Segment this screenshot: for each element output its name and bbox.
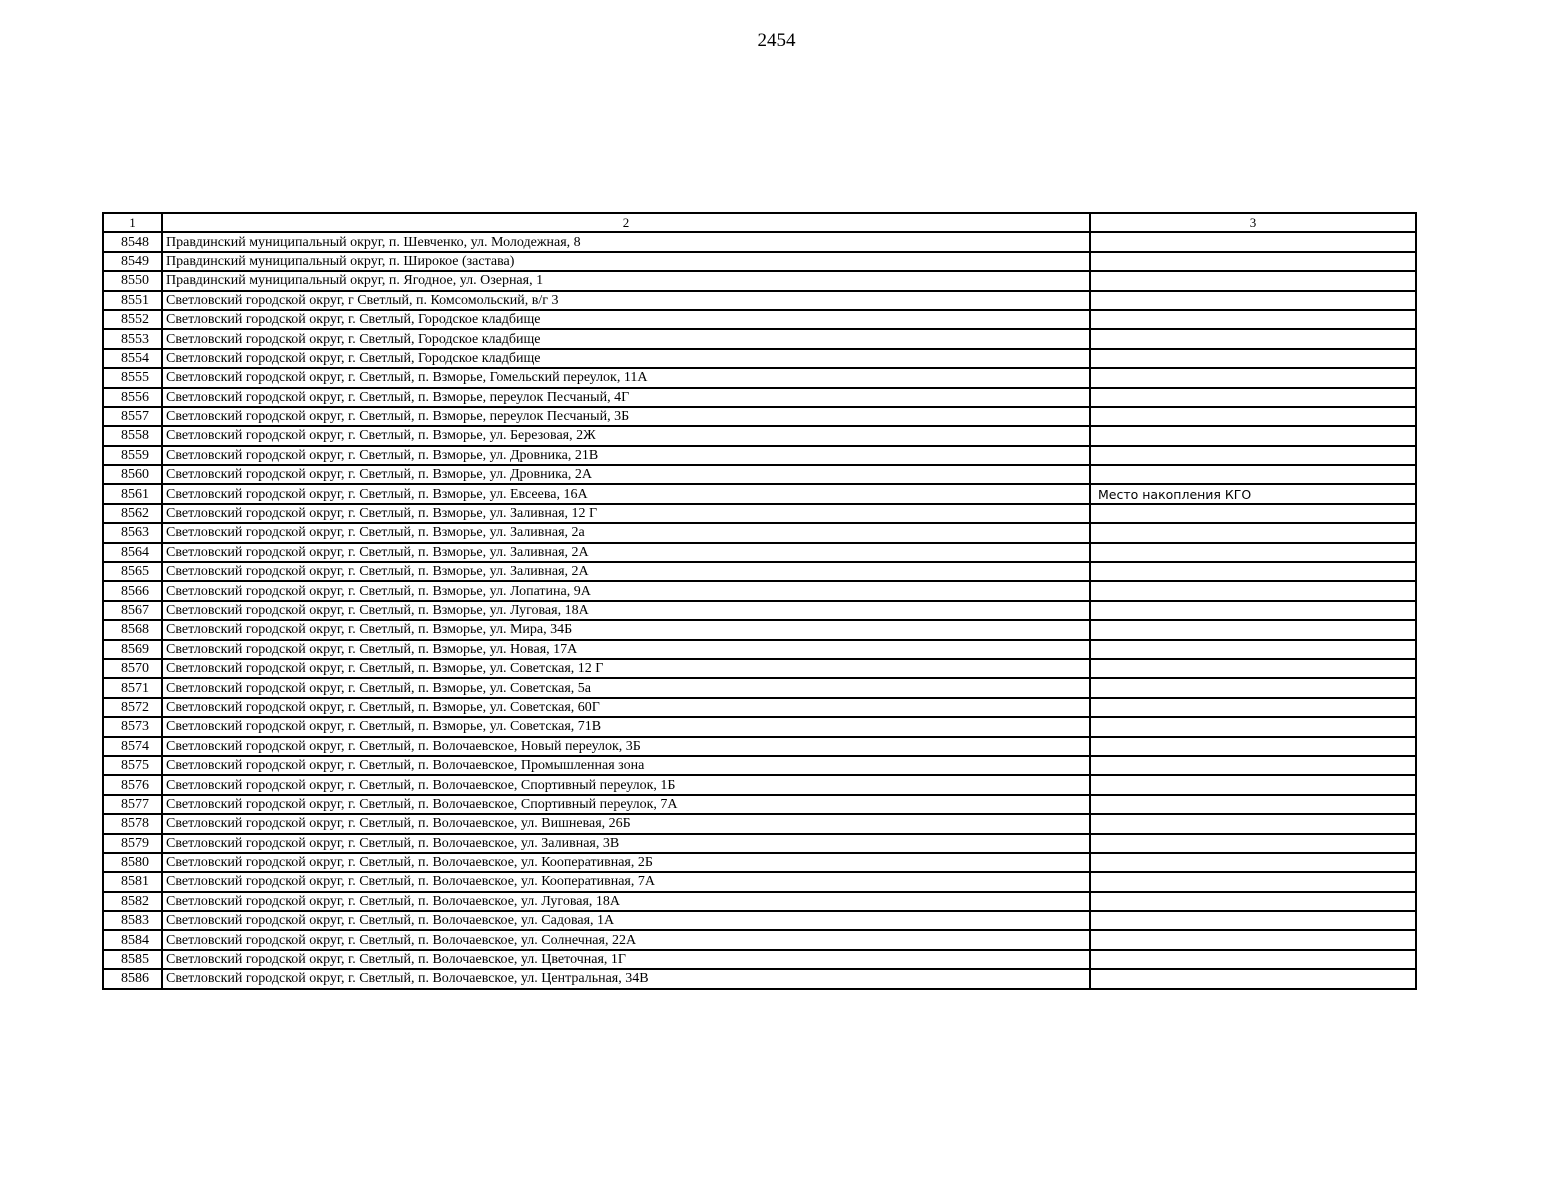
table-row <box>103 853 1416 872</box>
row-address: Светловский городской округ, г. Светлый, п. Взморье, ул. Советская, 60Г <box>162 698 1090 717</box>
table-row <box>103 659 1416 678</box>
row-number: 8575 <box>103 756 162 775</box>
row-address: Светловский городской округ, г. Светлый, п. Волочаевское, Спортивный переулок, 7А <box>162 795 1090 814</box>
table-row <box>103 581 1416 600</box>
table-row <box>103 349 1416 368</box>
row-note <box>1090 232 1416 251</box>
row-note: Место накопления КГО <box>1090 484 1416 503</box>
table-row <box>103 407 1416 426</box>
table-row <box>103 834 1416 853</box>
table-row <box>103 465 1416 484</box>
row-number: 8583 <box>103 911 162 930</box>
row-address: Светловский городской округ, г. Светлый, п. Взморье, Гомельский переулок, 11А <box>162 368 1090 387</box>
row-note <box>1090 368 1416 387</box>
row-address: Светловский городской округ, г. Светлый, п. Взморье, ул. Луговая, 18А <box>162 601 1090 620</box>
row-address: Светловский городской округ, г. Светлый, п. Взморье, ул. Заливная, 2а <box>162 523 1090 542</box>
table-row <box>103 930 1416 949</box>
row-number: 8573 <box>103 717 162 736</box>
row-note <box>1090 678 1416 697</box>
row-address: Светловский городской округ, г. Светлый, п. Волочаевское, Новый переулок, 3Б <box>162 737 1090 756</box>
table-row <box>103 872 1416 891</box>
row-note <box>1090 834 1416 853</box>
row-note <box>1090 601 1416 620</box>
row-address: Светловский городской округ, г. Светлый, п. Волочаевское, ул. Центральная, 34В <box>162 969 1090 988</box>
row-number: 8571 <box>103 678 162 697</box>
column-header-note: 3 <box>1090 213 1416 232</box>
row-note <box>1090 504 1416 523</box>
table-row <box>103 329 1416 348</box>
row-address: Светловский городской округ, г. Светлый, п. Взморье, переулок Песчаный, 3Б <box>162 407 1090 426</box>
row-note <box>1090 872 1416 891</box>
row-address: Светловский городской округ, г. Светлый, Городское кладбище <box>162 349 1090 368</box>
table-row <box>103 426 1416 445</box>
table-body <box>103 232 1416 988</box>
row-note <box>1090 659 1416 678</box>
row-note <box>1090 426 1416 445</box>
table-row <box>103 232 1416 251</box>
table-row <box>103 950 1416 969</box>
row-address: Светловский городской округ, г. Светлый, п. Взморье, ул. Мира, 34Б <box>162 620 1090 639</box>
table-row <box>103 368 1416 387</box>
row-number: 8570 <box>103 659 162 678</box>
row-number: 8566 <box>103 581 162 600</box>
row-note <box>1090 640 1416 659</box>
table-row <box>103 310 1416 329</box>
row-note <box>1090 349 1416 368</box>
row-note <box>1090 756 1416 775</box>
row-number: 8585 <box>103 950 162 969</box>
row-number: 8551 <box>103 291 162 310</box>
row-address: Светловский городской округ, г. Светлый, п. Взморье, ул. Лопатина, 9А <box>162 581 1090 600</box>
row-address: Светловский городской округ, г. Светлый, п. Взморье, ул. Советская, 71В <box>162 717 1090 736</box>
row-address: Светловский городской округ, г. Светлый, п. Взморье, ул. Заливная, 2А <box>162 562 1090 581</box>
row-address: Светловский городской округ, г. Светлый, п. Волочаевское, ул. Луговая, 18А <box>162 892 1090 911</box>
row-number: 8584 <box>103 930 162 949</box>
table-row <box>103 717 1416 736</box>
table-row <box>103 446 1416 465</box>
row-note <box>1090 620 1416 639</box>
row-address: Светловский городской округ, г. Светлый, п. Взморье, ул. Заливная, 12 Г <box>162 504 1090 523</box>
header-row <box>103 213 1416 232</box>
table-row <box>103 601 1416 620</box>
row-note <box>1090 407 1416 426</box>
table-row <box>103 388 1416 407</box>
row-address: Светловский городской округ, г. Светлый, п. Волочаевское, ул. Цветочная, 1Г <box>162 950 1090 969</box>
row-number: 8565 <box>103 562 162 581</box>
row-number: 8560 <box>103 465 162 484</box>
table-row <box>103 504 1416 523</box>
table-row <box>103 911 1416 930</box>
row-number: 8586 <box>103 969 162 988</box>
row-number: 8555 <box>103 368 162 387</box>
row-note <box>1090 329 1416 348</box>
table-row <box>103 775 1416 794</box>
table-row <box>103 523 1416 542</box>
row-note <box>1090 775 1416 794</box>
row-note <box>1090 930 1416 949</box>
row-note <box>1090 737 1416 756</box>
row-address: Светловский городской округ, г. Светлый, п. Волочаевское, ул. Садовая, 1А <box>162 911 1090 930</box>
row-address: Светловский городской округ, г. Светлый, п. Взморье, ул. Советская, 5а <box>162 678 1090 697</box>
row-note <box>1090 388 1416 407</box>
registry-table <box>102 212 1417 990</box>
table-row <box>103 620 1416 639</box>
table-row <box>103 814 1416 833</box>
row-address: Светловский городской округ, г. Светлый, п. Волочаевское, ул. Вишневая, 26Б <box>162 814 1090 833</box>
table-row <box>103 291 1416 310</box>
row-address: Светловский городской округ, г. Светлый, п. Волочаевское, Спортивный переулок, 1Б <box>162 775 1090 794</box>
row-address: Светловский городской округ, г. Светлый, п. Взморье, переулок Песчаный, 4Г <box>162 388 1090 407</box>
table-row <box>103 640 1416 659</box>
row-address: Светловский городской округ, г. Светлый, п. Волочаевское, ул. Кооперативная, 7А <box>162 872 1090 891</box>
column-header-address: 2 <box>162 213 1090 232</box>
row-note <box>1090 271 1416 290</box>
row-note <box>1090 543 1416 562</box>
table-row <box>103 756 1416 775</box>
table-row <box>103 795 1416 814</box>
row-number: 8548 <box>103 232 162 251</box>
row-number: 8550 <box>103 271 162 290</box>
table-row <box>103 892 1416 911</box>
row-number: 8549 <box>103 252 162 271</box>
row-note <box>1090 446 1416 465</box>
row-number: 8563 <box>103 523 162 542</box>
row-number: 8553 <box>103 329 162 348</box>
row-number: 8558 <box>103 426 162 445</box>
row-address: Светловский городской округ, г. Светлый, п. Волочаевское, Промышленная зона <box>162 756 1090 775</box>
row-note <box>1090 562 1416 581</box>
row-number: 8577 <box>103 795 162 814</box>
row-note <box>1090 291 1416 310</box>
row-address: Правдинский муниципальный округ, п. Ягодное, ул. Озерная, 1 <box>162 271 1090 290</box>
row-note <box>1090 523 1416 542</box>
row-address: Светловский городской округ, г. Светлый, Городское кладбище <box>162 329 1090 348</box>
row-number: 8580 <box>103 853 162 872</box>
row-address: Светловский городской округ, г. Светлый, Городское кладбище <box>162 310 1090 329</box>
table-row <box>103 698 1416 717</box>
row-number: 8569 <box>103 640 162 659</box>
row-number: 8556 <box>103 388 162 407</box>
table-row <box>103 543 1416 562</box>
row-number: 8578 <box>103 814 162 833</box>
row-note <box>1090 969 1416 988</box>
row-number: 8552 <box>103 310 162 329</box>
row-number: 8582 <box>103 892 162 911</box>
row-number: 8557 <box>103 407 162 426</box>
row-number: 8568 <box>103 620 162 639</box>
row-note <box>1090 310 1416 329</box>
row-number: 8562 <box>103 504 162 523</box>
row-note <box>1090 581 1416 600</box>
row-address: Светловский городской округ, г. Светлый, п. Волочаевское, ул. Заливная, 3В <box>162 834 1090 853</box>
row-number: 8564 <box>103 543 162 562</box>
row-note <box>1090 814 1416 833</box>
row-note <box>1090 465 1416 484</box>
row-number: 8579 <box>103 834 162 853</box>
column-header-number: 1 <box>103 213 162 232</box>
row-note <box>1090 795 1416 814</box>
row-address: Светловский городской округ, г. Светлый, п. Взморье, ул. Дровника, 2А <box>162 465 1090 484</box>
row-note <box>1090 252 1416 271</box>
row-note <box>1090 853 1416 872</box>
table-row <box>103 271 1416 290</box>
row-note <box>1090 717 1416 736</box>
row-note <box>1090 911 1416 930</box>
table-row <box>103 562 1416 581</box>
row-number: 8581 <box>103 872 162 891</box>
row-address: Светловский городской округ, г. Светлый, п. Взморье, ул. Березовая, 2Ж <box>162 426 1090 445</box>
table-row <box>103 969 1416 988</box>
row-address: Светловский городской округ, г. Светлый, п. Взморье, ул. Заливная, 2А <box>162 543 1090 562</box>
row-address: Правдинский муниципальный округ, п. Шевченко, ул. Молодежная, 8 <box>162 232 1090 251</box>
row-note <box>1090 950 1416 969</box>
row-note <box>1090 892 1416 911</box>
row-address: Светловский городской округ, г. Светлый, п. Взморье, ул. Новая, 17А <box>162 640 1090 659</box>
row-address: Светловский городской округ, г. Светлый, п. Волочаевское, ул. Кооперативная, 2Б <box>162 853 1090 872</box>
row-number: 8576 <box>103 775 162 794</box>
row-number: 8554 <box>103 349 162 368</box>
row-note <box>1090 698 1416 717</box>
row-number: 8574 <box>103 737 162 756</box>
row-address: Светловский городской округ, г Светлый, п. Комсомольский, в/г 3 <box>162 291 1090 310</box>
row-number: 8567 <box>103 601 162 620</box>
row-address: Светловский городской округ, г. Светлый, п. Взморье, ул. Дровника, 21В <box>162 446 1090 465</box>
row-number: 8559 <box>103 446 162 465</box>
table-row <box>103 678 1416 697</box>
row-address: Светловский городской округ, г. Светлый, п. Взморье, ул. Евсеева, 16А <box>162 484 1090 503</box>
row-number: 8572 <box>103 698 162 717</box>
row-number: 8561 <box>103 484 162 503</box>
table-row <box>103 484 1416 503</box>
table-row <box>103 737 1416 756</box>
row-address: Правдинский муниципальный округ, п. Широкое (застава) <box>162 252 1090 271</box>
page-number: 2454 <box>757 30 796 51</box>
row-address: Светловский городской округ, г. Светлый, п. Волочаевское, ул. Солнечная, 22А <box>162 930 1090 949</box>
table-row <box>103 252 1416 271</box>
row-address: Светловский городской округ, г. Светлый, п. Взморье, ул. Советская, 12 Г <box>162 659 1090 678</box>
